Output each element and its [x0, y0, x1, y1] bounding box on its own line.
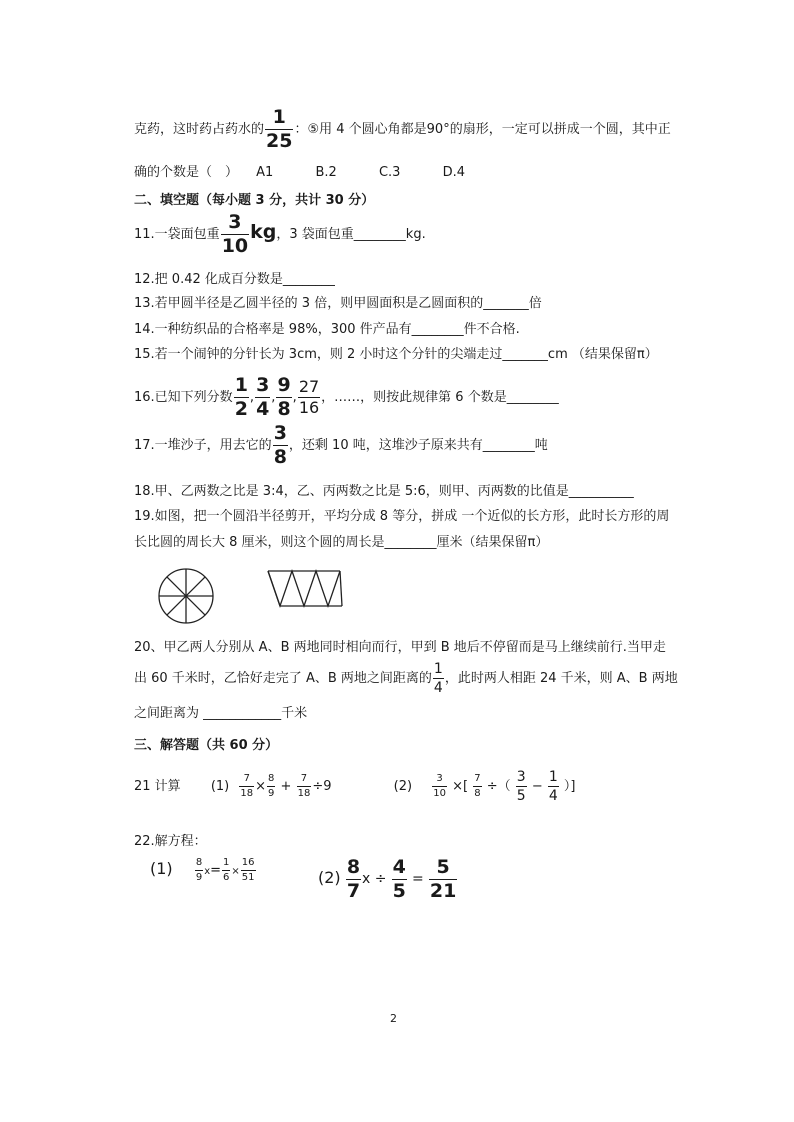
fraction: $\frac{5}{21}$	[429, 856, 457, 902]
q20-line3: 之间距离为 ____________千米	[134, 706, 308, 721]
q10-line2: 确的个数是（ ） A1 B.2 C.3 D.4	[134, 165, 465, 180]
fraction: $\frac{8}{9}$	[268, 773, 275, 799]
fraction: $\frac{1}{4}$	[433, 661, 443, 696]
q13: 13.若甲圆半径是乙圆半径的 3 倍，则甲圆面积是乙圆面积的_______倍	[134, 296, 542, 311]
q15: 15.若一个闹钟的分针长为 3cm，则 2 小时这个分针的尖端走过_______cm （结果保留π）	[134, 347, 658, 362]
approximate-rectangle-figure	[266, 568, 344, 610]
fraction: $\frac{7}{18}$	[240, 773, 254, 799]
q18: 18.甲、乙两数之比是 3:4，乙、丙两数之比是 5:6，则甲、丙两数的比值是__________	[134, 484, 634, 499]
fraction: $\frac{9}{8}$	[277, 374, 291, 420]
q20-line1: 20、甲乙两人分别从 A、B 两地同时相向而行，甲到 B 地后不停留而是马上继续前行.当甲走	[134, 640, 666, 655]
q22-part1: (1) $\frac{8}{9}$ x= $\frac{1}{6}$ × $\frac{16}{51}$	[150, 857, 255, 883]
fraction: $\frac{1}{25}$	[266, 106, 293, 152]
fraction: $\frac{3}{4}$	[256, 374, 270, 420]
fraction: $\frac{1}{6}$	[223, 857, 230, 883]
q10-line1: 克药，这时药占药水的 $\frac{1}{25}$ ：⑤用 4 个圆心角都是90°的扇形，一定可以拼成一个圆，其中正	[134, 106, 671, 152]
option-c: C.3	[378, 165, 401, 180]
fraction: $\frac{27}{16}$	[298, 377, 320, 417]
section3-title: 三、解答题（共 60 分）	[134, 738, 279, 753]
option-a: A1	[256, 165, 274, 180]
circle-8-sectors-figure	[156, 566, 216, 626]
q19-line1: 19.如图，把一个圆沿半径剪开，平均分成 8 等分，拼成 一个近似的长方形，此时长方形的周	[134, 509, 670, 524]
q20-line2: 出 60 千米时，乙恰好走完了 A、B 两地之间距离的 $\frac{1}{4}$ ，此时两人相距 24 千米，则 A、B 两地	[134, 661, 678, 696]
fraction: $\frac{8}{9}$	[195, 857, 203, 883]
q21: 21 计算 (1) $\frac{7}{18}$ × $\frac{8}{9}$ + $\frac{7}{18}$ ÷9 (2) $\frac{3}{10}$ ×[ $\frac{7}{8}$ ÷（ $\frac{3}{5}$ − $\frac{1}{4}$ ）]	[134, 769, 576, 804]
fraction: $\frac{7}{8}$	[474, 773, 481, 799]
page-number: 2	[390, 1012, 397, 1025]
fraction: $\frac{3}{8}$	[273, 422, 287, 468]
fraction: $\frac{3}{10}$	[221, 211, 249, 257]
option-b: B.2	[315, 165, 337, 180]
fraction: $\frac{1}{2}$	[234, 374, 248, 420]
q16: 16.已知下列分数 $\frac{1}{2}$ , $\frac{3}{4}$ , $\frac{9}{8}$ , $\frac{27}{16}$ ，……，则按此规律第 6 个数是________	[134, 374, 559, 420]
q22-label: 22.解方程：	[134, 834, 207, 849]
q22-part2: (2) $\frac{8}{7}$ x ÷ $\frac{4}{5}$ = $\frac{5}{21}$	[318, 856, 457, 902]
fraction: $\frac{16}{51}$	[241, 857, 255, 883]
fraction: $\frac{3}{5}$	[516, 769, 526, 804]
q11: 11.一袋面包重 $\frac{3}{10}$ kg，3 袋面包重________kg.	[134, 211, 426, 257]
section2-title: 二、填空题（每小题 3 分，共计 30 分）	[134, 193, 375, 208]
q12: 12.把 0.42 化成百分数是________	[134, 272, 335, 287]
q19-line2: 长比圆的周长大 8 厘米，则这个圆的周长是________厘米（结果保留π）	[134, 535, 549, 550]
fraction: $\frac{7}{18}$	[297, 773, 311, 799]
q17: 17.一堆沙子，用去它的 $\frac{3}{8}$ ，还剩 10 吨，这堆沙子原来共有________吨	[134, 422, 548, 468]
option-d: D.4	[442, 165, 465, 180]
q14: 14.一种纺织品的合格率是 98%，300 件产品有________件不合格.	[134, 322, 520, 337]
fraction: $\frac{1}{4}$	[548, 769, 558, 804]
fraction: $\frac{3}{10}$	[433, 773, 446, 799]
fraction: $\frac{8}{7}$	[346, 856, 361, 902]
fraction: $\frac{4}{5}$	[392, 856, 406, 902]
